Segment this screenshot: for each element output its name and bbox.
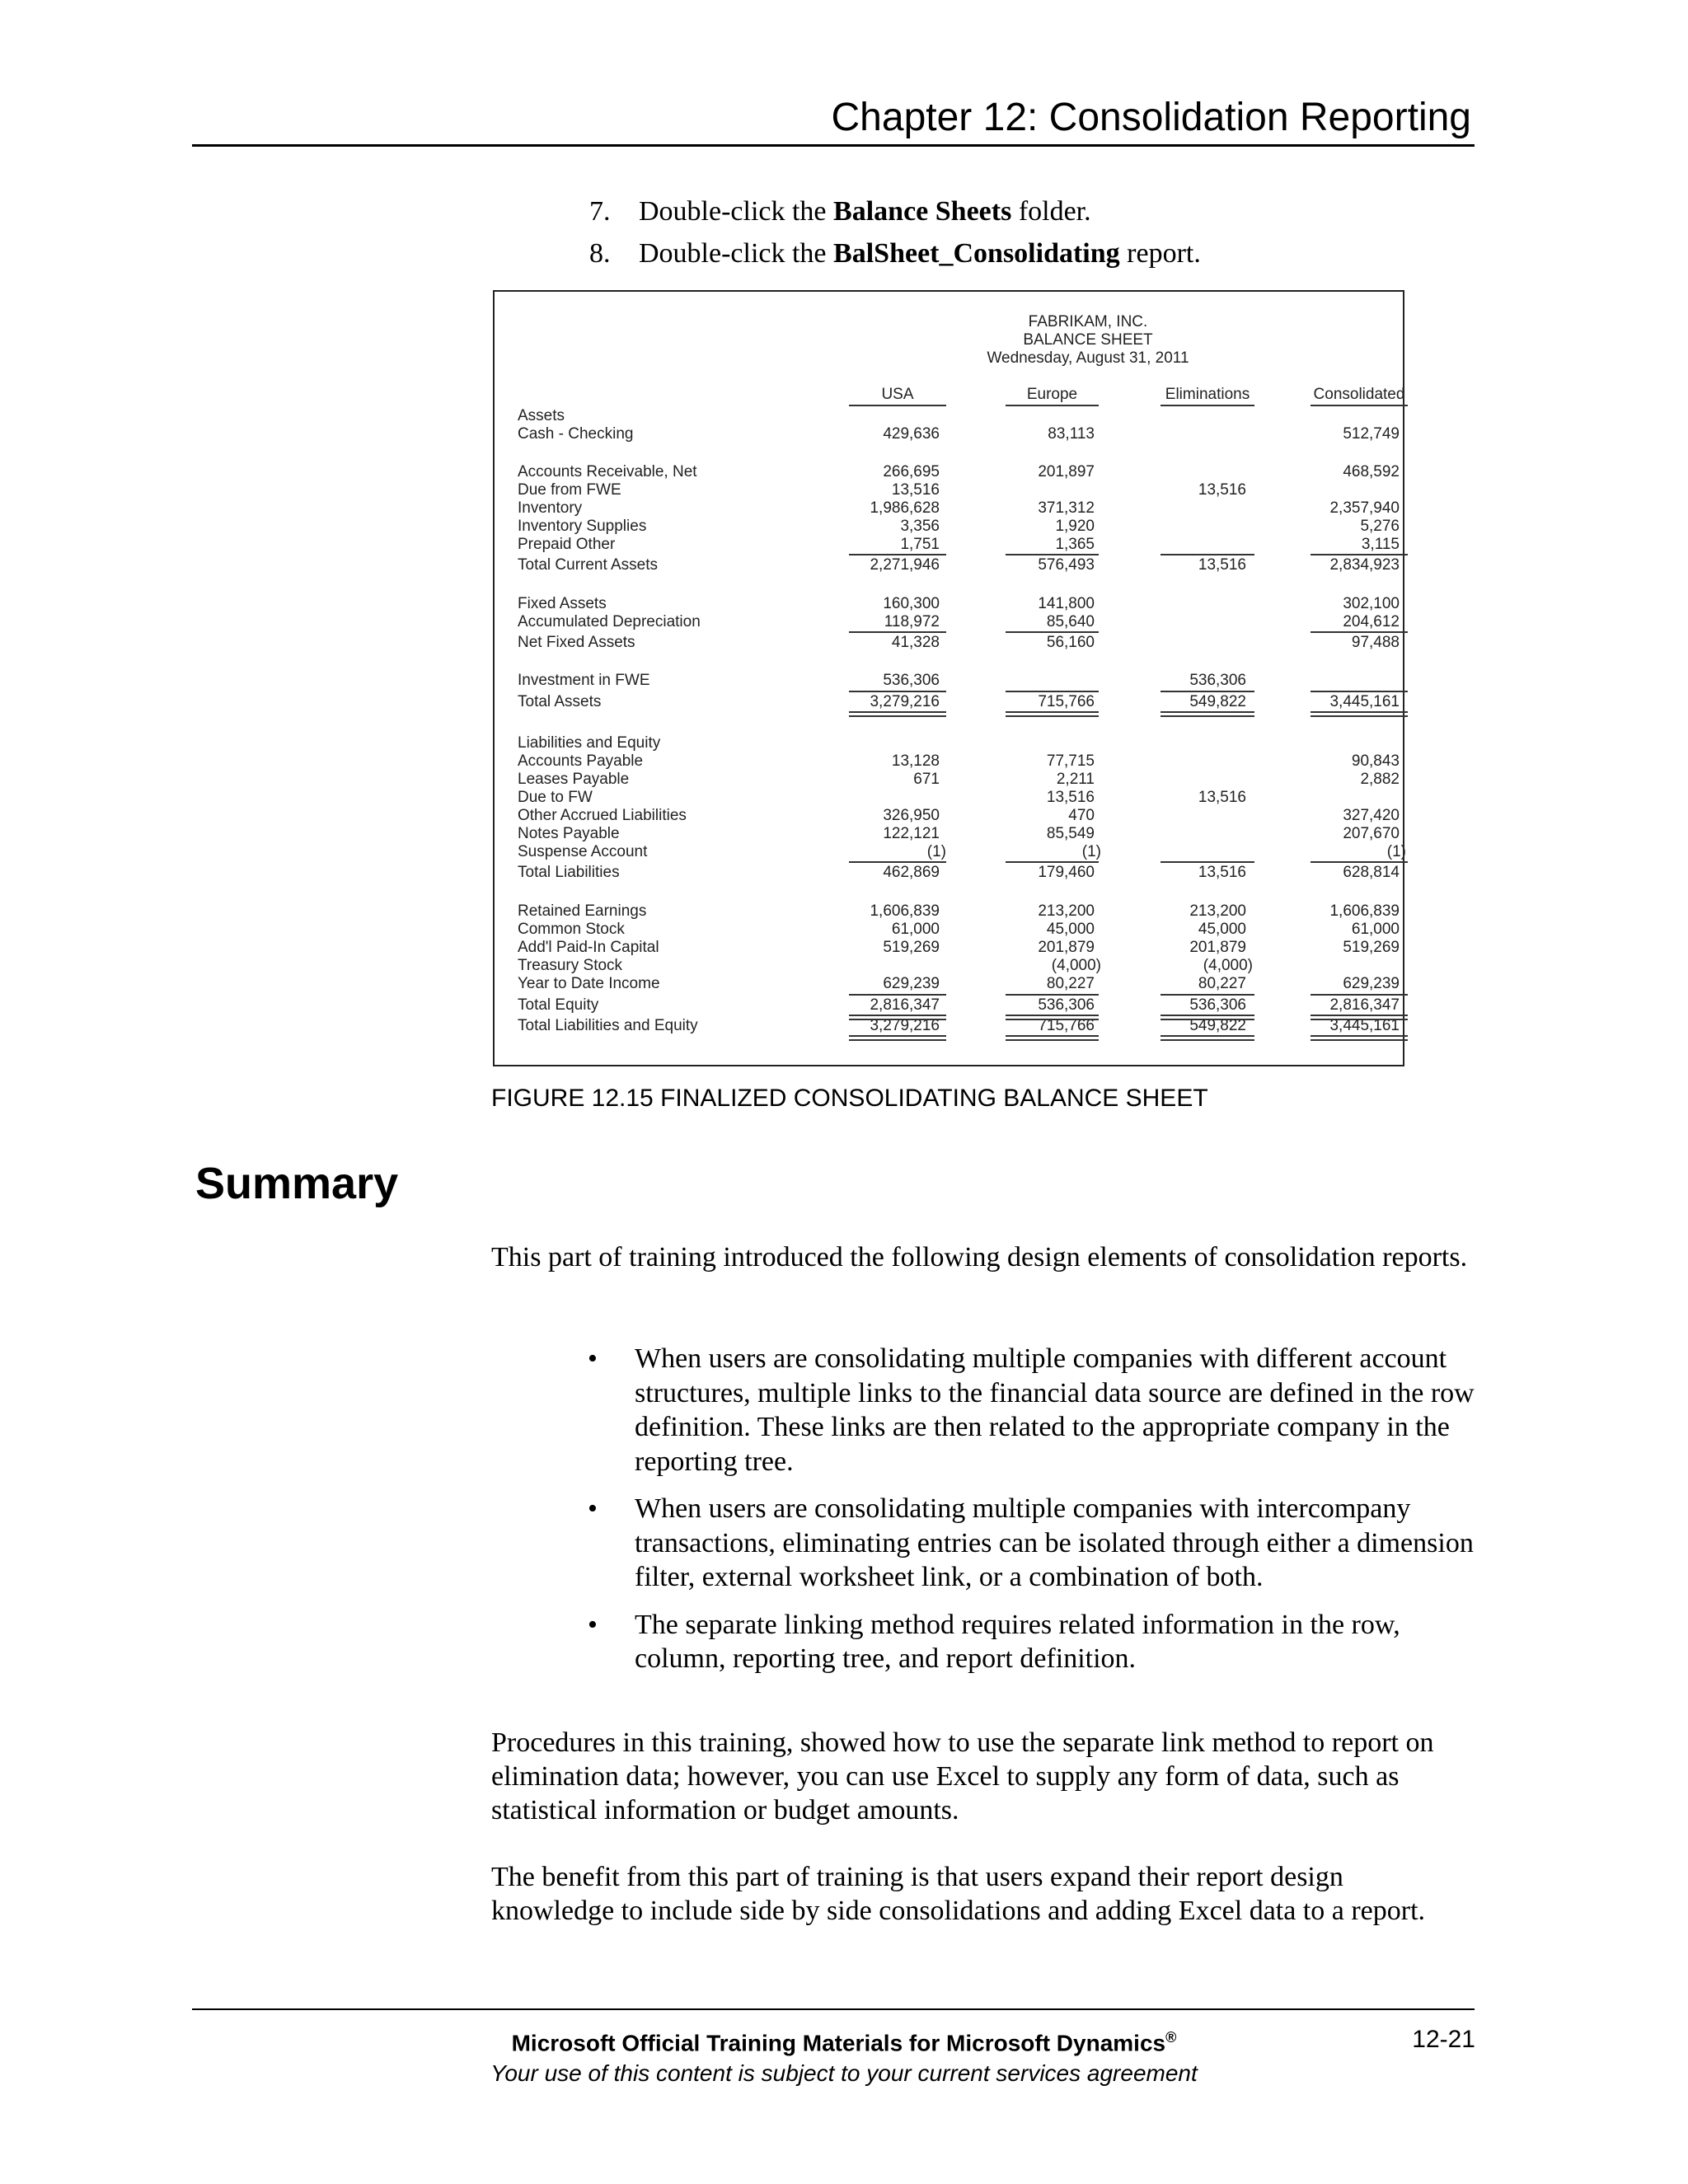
value-cell: 179,460 (1038, 864, 1095, 881)
bullet-icon: • (588, 1609, 598, 1640)
value-cell: 61,000 (891, 921, 940, 938)
subtotal-rule (849, 631, 946, 633)
value-cell: 468,592 (1343, 463, 1400, 480)
value-cell: 302,100 (1343, 595, 1400, 612)
row-label: Prepaid Other (518, 536, 616, 553)
total-double-rule (1160, 1015, 1254, 1020)
value-cell: 519,269 (1343, 939, 1400, 956)
value-cell: 629,239 (1343, 975, 1400, 992)
list-item: • The separate linking method requires related information in the row, column, reporting tree, and report definition. (588, 1609, 1400, 1674)
subtotal-rule (849, 994, 946, 996)
value-cell: 5,276 (1360, 518, 1400, 535)
value-cell: 13,516 (891, 481, 940, 499)
value-cell: 629,239 (883, 975, 940, 992)
report-company: FABRIKAM, INC. (1028, 313, 1148, 330)
value-cell: 576,493 (1038, 556, 1095, 574)
value-cell: 1,986,628 (870, 499, 940, 517)
value-cell: 2,816,347 (1329, 996, 1400, 1014)
value-cell: 2,834,923 (1329, 556, 1400, 574)
subtotal-rule (1311, 861, 1408, 863)
row-label: Common Stock (518, 921, 625, 938)
value-cell: 85,640 (1046, 613, 1095, 630)
value-cell: 45,000 (1046, 921, 1095, 938)
summary-intro: This part of training introduced the following design elements of consolidation reports. (491, 1242, 1468, 1272)
value-cell: 536,306 (1189, 996, 1246, 1014)
subtotal-rule (1311, 994, 1408, 996)
page-number: 12-21 (1412, 2026, 1475, 2053)
row-label: Year to Date Income (518, 975, 660, 992)
value-cell: (1) (1386, 843, 1406, 860)
value-cell: 1,365 (1055, 536, 1095, 553)
step-number: 8. (589, 238, 611, 269)
row-label: Retained Earnings (518, 902, 647, 920)
subtotal-rule (1160, 691, 1254, 692)
value-cell: 628,814 (1343, 864, 1400, 881)
row-label: Suspense Account (518, 843, 648, 860)
value-cell: 13,128 (891, 752, 940, 770)
value-cell: 429,636 (883, 425, 940, 443)
value-cell: 371,312 (1038, 499, 1095, 517)
value-cell: 519,269 (883, 939, 940, 956)
column-header-rule (849, 405, 946, 406)
row-label: Notes Payable (518, 825, 620, 842)
value-cell: 549,822 (1189, 1017, 1246, 1034)
bullet-icon: • (588, 1493, 598, 1524)
value-cell: 3,115 (1361, 536, 1400, 553)
row-label: Accounts Payable (518, 752, 644, 770)
value-cell: (1) (1081, 843, 1101, 860)
value-cell: 201,879 (1038, 939, 1095, 956)
row-label: Total Liabilities (518, 864, 620, 881)
summary-heading: Summary (195, 1159, 399, 1208)
value-cell: 1,606,839 (870, 902, 940, 920)
subtotal-rule (1006, 994, 1099, 996)
subtotal-rule (849, 691, 946, 692)
value-cell: 2,211 (1056, 771, 1095, 788)
row-label: Investment in FWE (518, 672, 650, 689)
value-cell: 141,800 (1038, 595, 1095, 612)
total-double-rule (849, 1035, 946, 1041)
value-cell: 470 (1068, 807, 1095, 824)
row-label: Due to FW (518, 789, 593, 806)
value-cell: 2,882 (1360, 771, 1400, 788)
value-cell: 3,279,216 (870, 1017, 940, 1034)
row-label: Leases Payable (518, 771, 630, 788)
row-label: Total Liabilities and Equity (518, 1017, 698, 1034)
column-header-rule (1006, 405, 1099, 406)
row-label: Cash - Checking (518, 425, 634, 443)
total-double-rule (1006, 1035, 1099, 1041)
value-cell: 1,920 (1055, 518, 1095, 535)
row-label: Inventory Supplies (518, 518, 647, 535)
header-rule (192, 144, 1475, 147)
row-label: Accounts Receivable, Net (518, 463, 697, 480)
value-cell: 715,766 (1038, 1017, 1095, 1034)
row-label: Other Accrued Liabilities (518, 807, 687, 824)
value-cell: 77,715 (1046, 752, 1095, 770)
value-cell: 201,897 (1038, 463, 1095, 480)
subtotal-rule (1006, 861, 1099, 863)
subtotal-rule (1160, 554, 1254, 555)
row-label: Accumulated Depreciation (518, 613, 701, 630)
chapter-title: Chapter 12: Consolidation Reporting (831, 96, 1471, 139)
subtotal-rule (1006, 554, 1099, 555)
value-cell: 2,816,347 (870, 996, 940, 1014)
summary-paragraph-3: The benefit from this part of training is that users expand their report design knowledge to include side by side consolidations and adding Excel data to a report. (491, 1862, 1426, 1926)
row-label: Total Current Assets (518, 556, 659, 574)
value-cell: 56,160 (1046, 634, 1095, 651)
bullet-icon: • (588, 1343, 598, 1374)
list-item: • When users are consolidating multiple companies with intercompany transactions, eliminating entries can be isolated through either a dimension filter, external worksheet link, or a combination of both. (588, 1493, 1474, 1592)
value-cell: 326,950 (883, 807, 940, 824)
value-cell: 97,488 (1351, 634, 1400, 651)
value-cell: 512,749 (1343, 425, 1400, 443)
value-cell: 715,766 (1038, 693, 1095, 710)
column-header: Europe (1026, 386, 1078, 403)
report-title: BALANCE SHEET (1023, 331, 1153, 349)
value-cell: 549,822 (1189, 693, 1246, 710)
subtotal-rule (849, 554, 946, 555)
total-double-rule (849, 1015, 946, 1020)
value-cell: 61,000 (1351, 921, 1400, 938)
value-cell: 327,420 (1343, 807, 1400, 824)
value-cell: 1,751 (900, 536, 940, 553)
value-cell: 90,843 (1351, 752, 1400, 770)
trademark-symbol: ® (1165, 2029, 1177, 2046)
row-label: Add'l Paid-In Capital (518, 939, 659, 956)
value-cell: 122,121 (883, 825, 940, 842)
column-header-rule (1311, 405, 1408, 406)
value-cell: 1,606,839 (1329, 902, 1400, 920)
summary-paragraph-2: Procedures in this training, showed how to use the separate link method to report on elimination data; however, you can use Excel to supply any form of data, such as statistical information or budget amounts. (491, 1727, 1434, 1825)
value-cell: 2,271,946 (870, 556, 940, 574)
value-cell: (4,000) (1203, 957, 1253, 974)
total-double-rule (1006, 711, 1099, 717)
column-header: Eliminations (1165, 386, 1250, 403)
value-cell: 45,000 (1198, 921, 1246, 938)
value-cell: 13,516 (1198, 864, 1246, 881)
row-label: Inventory (518, 499, 583, 517)
value-cell: 13,516 (1198, 481, 1246, 499)
subtotal-rule (1311, 554, 1408, 555)
figure-caption: FIGURE 12.15 FINALIZED CONSOLIDATING BALANCE SHEET (491, 1085, 1208, 1112)
subtotal-rule (849, 861, 946, 863)
step-text: Double-click the Balance Sheets folder. (639, 196, 1091, 227)
value-cell: 41,328 (891, 634, 940, 651)
value-cell: 3,356 (900, 518, 940, 535)
row-label: Total Assets (518, 693, 602, 710)
value-cell: 536,306 (1038, 996, 1095, 1014)
value-cell: 3,445,161 (1329, 1017, 1400, 1034)
value-cell: 462,869 (883, 864, 940, 881)
step-number: 7. (589, 196, 611, 227)
row-label: Treasury Stock (518, 957, 623, 974)
value-cell: 13,516 (1198, 556, 1246, 574)
total-double-rule (1311, 1035, 1408, 1041)
total-double-rule (1006, 1015, 1099, 1020)
value-cell: 536,306 (883, 672, 940, 689)
column-header: USA (881, 386, 914, 403)
total-double-rule (1160, 711, 1254, 717)
value-cell: 118,972 (884, 613, 940, 630)
value-cell: 83,113 (1048, 425, 1095, 443)
footer-rule (192, 2008, 1475, 2010)
value-cell: 80,227 (1198, 975, 1246, 992)
column-header-rule (1160, 405, 1254, 406)
value-cell: 160,300 (883, 595, 940, 612)
subtotal-rule (1311, 631, 1408, 633)
value-cell: 671 (913, 771, 940, 788)
total-double-rule (1311, 711, 1408, 717)
summary-bullet-list (581, 1342, 1479, 1690)
value-cell: 201,879 (1189, 939, 1246, 956)
value-cell: 80,227 (1046, 975, 1095, 992)
value-cell: 204,612 (1343, 613, 1400, 630)
subtotal-rule (1160, 861, 1254, 863)
footer-title: Microsoft Official Training Materials for Microsoft Dynamics® (511, 2029, 1177, 2056)
subtotal-rule (1160, 994, 1254, 996)
value-cell: 213,200 (1189, 902, 1246, 920)
value-cell: 536,306 (1189, 672, 1246, 689)
total-double-rule (1311, 1015, 1408, 1020)
value-cell: 266,695 (883, 463, 940, 480)
value-cell: 2,357,940 (1329, 499, 1400, 517)
step-text: Double-click the BalSheet_Consolidating report. (639, 238, 1201, 269)
list-item: • When users are consolidating multiple companies with different account structures, multiple links to the financial data source are defined in the row definition. These links are then related to the appropriate company in the reporting tree. (588, 1343, 1475, 1477)
value-cell: (1) (926, 843, 946, 860)
value-cell: 13,516 (1198, 789, 1246, 806)
row-label: Assets (518, 407, 565, 424)
value-cell: (4,000) (1051, 957, 1101, 974)
total-double-rule (849, 711, 946, 717)
value-cell: 85,549 (1046, 825, 1095, 842)
value-cell: 207,670 (1343, 825, 1400, 842)
balance-sheet-figure (493, 290, 1404, 1066)
report-date: Wednesday, August 31, 2011 (987, 349, 1189, 367)
value-cell: 13,516 (1046, 789, 1095, 806)
row-label: Fixed Assets (518, 595, 607, 612)
row-label: Net Fixed Assets (518, 634, 635, 651)
value-cell: 3,445,161 (1329, 693, 1400, 710)
row-label: Liabilities and Equity (518, 734, 661, 752)
subtotal-rule (1311, 691, 1408, 692)
row-label: Total Equity (518, 996, 599, 1014)
row-label: Due from FWE (518, 481, 621, 499)
column-header: Consolidated (1313, 386, 1405, 403)
value-cell: 213,200 (1038, 902, 1095, 920)
footer-note: Your use of this content is subject to your current services agreement (490, 2060, 1198, 2086)
subtotal-rule (1006, 631, 1099, 633)
value-cell: 3,279,216 (870, 693, 940, 710)
subtotal-rule (1006, 691, 1099, 692)
total-double-rule (1160, 1035, 1254, 1041)
